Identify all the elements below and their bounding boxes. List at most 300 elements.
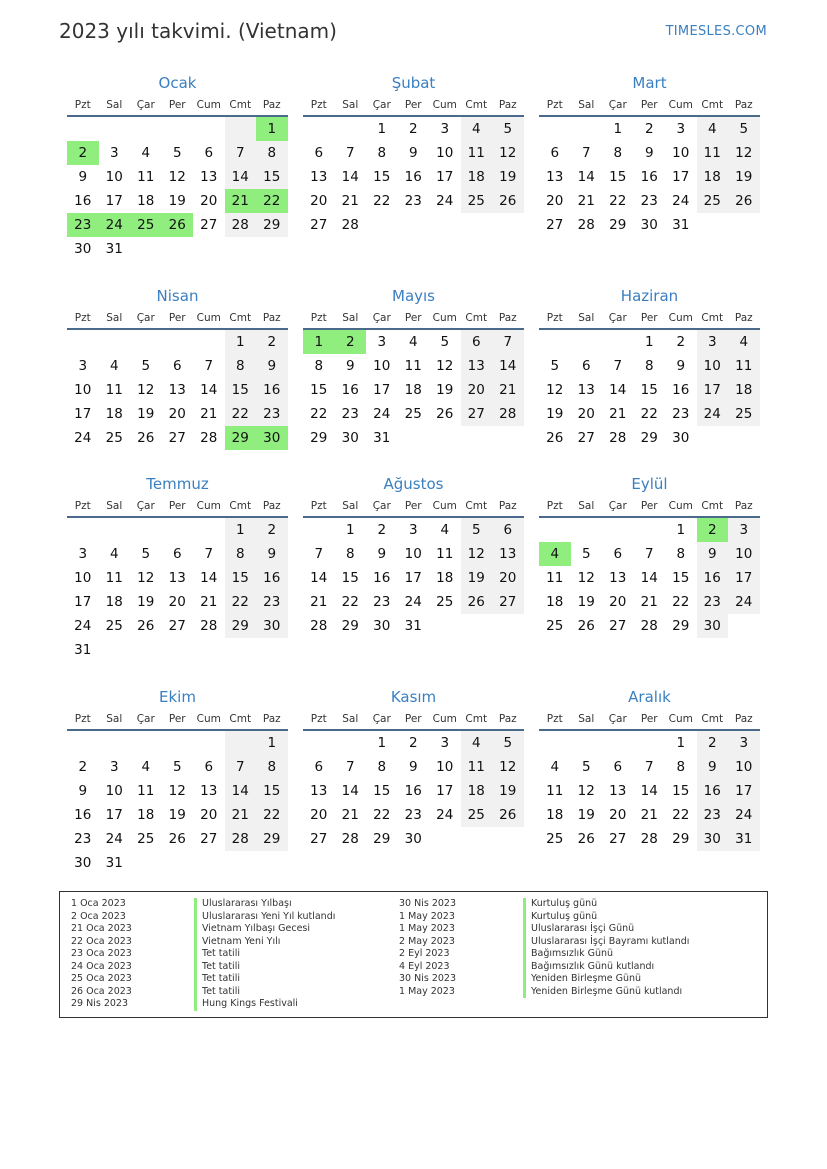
day-cell: 1 — [225, 518, 257, 542]
day-cell: 7 — [345, 759, 355, 775]
day-cell: 25 — [697, 189, 729, 213]
day-cell: 22 — [373, 193, 391, 209]
empty-cell — [303, 117, 335, 141]
day-cell: 11 — [105, 382, 123, 398]
day-cell: 2 — [676, 334, 686, 350]
day-cell: 24 — [728, 590, 760, 614]
weekday-label: Çar — [608, 312, 627, 324]
day-cell: 25 — [546, 831, 564, 847]
day-cell: 24 — [74, 618, 92, 634]
empty-cell — [225, 731, 257, 755]
day-cell: 28 — [200, 430, 218, 446]
day-cell: 7 — [314, 546, 324, 562]
day-cell: 16 — [256, 566, 288, 590]
day-cell: 29 — [256, 213, 288, 237]
weekday-label: Cmt — [229, 312, 252, 324]
day-cell: 13 — [609, 783, 627, 799]
day-cell: 22 — [609, 193, 627, 209]
day-cell: 14 — [310, 570, 328, 586]
weekday-label: Paz — [498, 500, 517, 512]
day-grid — [303, 330, 524, 450]
weekday-label: Cum — [668, 312, 693, 324]
weekday-header — [303, 496, 524, 518]
holiday-day-cell: 2 — [335, 330, 367, 354]
weekday-label: Sal — [106, 99, 123, 111]
weekday-header — [539, 709, 760, 731]
weekday-label: Cum — [196, 713, 221, 725]
day-cell: 21 — [225, 803, 257, 827]
month-name: Aralık — [628, 688, 671, 706]
day-cell: 7 — [613, 358, 623, 374]
day-cell: 18 — [137, 807, 155, 823]
month-8 — [303, 472, 524, 638]
day-cell: 31 — [74, 642, 92, 658]
day-cell: 31 — [105, 241, 123, 257]
day-cell: 12 — [436, 358, 454, 374]
day-cell: 11 — [404, 358, 422, 374]
day-cell: 14 — [225, 165, 257, 189]
day-cell: 20 — [609, 807, 627, 823]
day-cell: 17 — [105, 807, 123, 823]
weekday-label: Çar — [372, 312, 391, 324]
day-cell: 21 — [640, 807, 658, 823]
day-cell: 3 — [78, 546, 88, 562]
day-cell: 24 — [74, 430, 92, 446]
day-cell: 11 — [137, 783, 155, 799]
day-grid — [539, 518, 760, 638]
holiday-legend — [59, 891, 768, 1018]
day-cell: 2 — [377, 522, 387, 538]
empty-cell — [602, 731, 634, 755]
day-cell: 15 — [310, 382, 328, 398]
day-cell: 6 — [172, 358, 182, 374]
day-cell: 17 — [74, 406, 92, 422]
legend-holiday-name: Kurtuluş günü — [523, 911, 689, 924]
day-cell: 14 — [577, 169, 595, 185]
day-cell: 26 — [137, 430, 155, 446]
weekday-header — [303, 709, 524, 731]
weekday-label: Cmt — [465, 713, 488, 725]
day-cell: 20 — [546, 193, 564, 209]
day-cell: 27 — [310, 831, 328, 847]
empty-cell — [130, 731, 162, 755]
weekday-header — [539, 95, 760, 117]
day-cell: 25 — [105, 430, 123, 446]
day-cell: 13 — [310, 169, 328, 185]
day-cell: 13 — [546, 169, 564, 185]
empty-cell — [335, 117, 367, 141]
weekday-label: Pzt — [74, 99, 91, 111]
empty-cell — [99, 731, 131, 755]
day-grid — [539, 117, 760, 237]
weekday-label: Paz — [734, 500, 753, 512]
day-cell: 8 — [613, 145, 623, 161]
day-cell: 9 — [676, 358, 686, 374]
legend-dates-right — [399, 898, 456, 998]
day-cell: 4 — [141, 759, 151, 775]
day-cell: 22 — [310, 406, 328, 422]
weekday-label: Cum — [432, 312, 457, 324]
empty-cell — [193, 117, 225, 141]
weekday-label: Sal — [342, 99, 359, 111]
day-cell: 21 — [609, 406, 627, 422]
weekday-header — [303, 308, 524, 330]
day-cell: 30 — [74, 241, 92, 257]
weekday-label: Cmt — [465, 312, 488, 324]
day-cell: 14 — [640, 783, 658, 799]
day-cell: 3 — [440, 735, 450, 751]
legend-holiday-name: Tet tatili — [194, 948, 335, 961]
day-cell: 10 — [74, 382, 92, 398]
month-4 — [67, 284, 288, 450]
day-cell: 26 — [461, 590, 493, 614]
day-cell: 15 — [672, 570, 690, 586]
day-cell: 7 — [204, 358, 214, 374]
day-cell: 4 — [697, 117, 729, 141]
day-cell: 23 — [697, 803, 729, 827]
empty-cell — [634, 731, 666, 755]
weekday-label: Cmt — [229, 713, 252, 725]
weekday-label: Sal — [578, 99, 595, 111]
weekday-label: Çar — [136, 500, 155, 512]
weekday-label: Sal — [342, 500, 359, 512]
day-cell: 2 — [78, 759, 88, 775]
day-cell: 25 — [461, 189, 493, 213]
month-name: Ekim — [159, 688, 196, 706]
day-cell: 18 — [461, 779, 493, 803]
weekday-label: Sal — [342, 713, 359, 725]
day-cell: 25 — [546, 618, 564, 634]
day-cell: 18 — [436, 570, 454, 586]
holiday-day-cell: 25 — [130, 213, 162, 237]
day-cell: 11 — [461, 141, 493, 165]
day-cell: 30 — [672, 430, 690, 446]
day-cell: 8 — [256, 755, 288, 779]
day-cell: 19 — [492, 779, 524, 803]
weekday-label: Paz — [262, 500, 281, 512]
month-2 — [303, 71, 524, 237]
legend-date: 30 Nis 2023 — [399, 898, 456, 909]
day-cell: 31 — [105, 855, 123, 871]
empty-cell — [67, 731, 99, 755]
empty-cell — [193, 518, 225, 542]
day-cell: 27 — [200, 831, 218, 847]
empty-cell — [335, 731, 367, 755]
holiday-day-cell: 24 — [99, 213, 131, 237]
day-cell: 12 — [168, 783, 186, 799]
brand-link[interactable]: TIMESLES.COM — [665, 24, 767, 39]
legend-holiday-name: Bağımsızlık Günü kutlandı — [523, 961, 689, 974]
weekday-label: Cum — [668, 713, 693, 725]
day-cell: 22 — [341, 594, 359, 610]
day-cell: 28 — [225, 213, 257, 237]
holiday-day-cell: 2 — [697, 518, 729, 542]
weekday-header — [67, 95, 288, 117]
day-cell: 27 — [168, 618, 186, 634]
day-cell: 11 — [728, 354, 760, 378]
day-cell: 2 — [697, 731, 729, 755]
day-cell: 4 — [440, 522, 450, 538]
holiday-day-cell: 2 — [67, 141, 99, 165]
month-name: Mart — [632, 74, 667, 92]
day-cell: 15 — [609, 169, 627, 185]
day-cell: 13 — [168, 570, 186, 586]
day-cell: 8 — [676, 759, 686, 775]
weekday-label: Pzt — [546, 312, 563, 324]
day-cell: 29 — [672, 831, 690, 847]
day-cell: 19 — [577, 594, 595, 610]
legend-holiday-name: Uluslararası Yılbaşı — [194, 898, 335, 911]
weekday-label: Per — [640, 312, 658, 324]
day-cell: 22 — [225, 590, 257, 614]
day-cell: 1 — [377, 121, 387, 137]
day-cell: 25 — [404, 406, 422, 422]
day-cell: 21 — [341, 193, 359, 209]
weekday-label: Per — [168, 99, 186, 111]
day-cell: 8 — [314, 358, 324, 374]
month-6 — [539, 284, 760, 450]
day-cell: 31 — [404, 618, 422, 634]
weekday-label: Paz — [498, 713, 517, 725]
empty-cell — [130, 330, 162, 354]
weekday-label: Sal — [578, 713, 595, 725]
day-cell: 10 — [436, 759, 454, 775]
day-cell: 13 — [168, 382, 186, 398]
legend-holiday-name: Vietnam Yılbaşı Gecesi — [194, 923, 335, 936]
day-cell: 29 — [225, 614, 257, 638]
day-cell: 3 — [440, 121, 450, 137]
day-cell: 15 — [373, 783, 391, 799]
day-cell: 7 — [581, 145, 591, 161]
legend-date: 25 Oca 2023 — [71, 973, 132, 984]
weekday-label: Cmt — [701, 312, 724, 324]
day-cell: 20 — [168, 594, 186, 610]
day-cell: 11 — [546, 783, 564, 799]
day-cell: 9 — [345, 358, 355, 374]
day-cell: 6 — [314, 145, 324, 161]
day-cell: 16 — [404, 783, 422, 799]
weekday-label: Paz — [262, 312, 281, 324]
day-cell: 7 — [644, 759, 654, 775]
day-cell: 27 — [492, 590, 524, 614]
day-cell: 26 — [492, 189, 524, 213]
month-9 — [539, 472, 760, 638]
day-cell: 16 — [74, 807, 92, 823]
day-cell: 21 — [200, 594, 218, 610]
empty-cell — [162, 330, 194, 354]
day-cell: 15 — [640, 382, 658, 398]
day-cell: 10 — [672, 145, 690, 161]
weekday-label: Çar — [608, 500, 627, 512]
day-cell: 14 — [640, 570, 658, 586]
day-cell: 4 — [408, 334, 418, 350]
weekday-label: Cmt — [465, 500, 488, 512]
month-name: Şubat — [391, 74, 436, 92]
weekday-label: Per — [404, 312, 422, 324]
day-cell: 10 — [404, 546, 422, 562]
day-cell: 29 — [672, 618, 690, 634]
weekday-label: Pzt — [74, 500, 91, 512]
empty-cell — [99, 518, 131, 542]
weekday-label: Çar — [136, 99, 155, 111]
weekday-label: Per — [404, 500, 422, 512]
day-cell: 4 — [461, 117, 493, 141]
weekday-label: Per — [404, 713, 422, 725]
day-cell: 31 — [728, 827, 760, 851]
day-cell: 16 — [256, 378, 288, 402]
day-cell: 23 — [404, 807, 422, 823]
day-cell: 18 — [728, 378, 760, 402]
day-cell: 19 — [728, 165, 760, 189]
day-cell: 6 — [613, 546, 623, 562]
month-name: Eylül — [631, 475, 668, 493]
day-cell: 26 — [577, 618, 595, 634]
day-cell: 24 — [436, 193, 454, 209]
legend-holiday-name: Hung Kings Festivali — [194, 998, 335, 1011]
legend-names-left — [194, 898, 335, 1011]
day-cell: 22 — [373, 807, 391, 823]
day-cell: 30 — [697, 827, 729, 851]
day-cell: 11 — [461, 755, 493, 779]
empty-cell — [67, 518, 99, 542]
day-cell: 13 — [200, 169, 218, 185]
legend-holiday-name: Tet tatili — [194, 973, 335, 986]
day-cell: 16 — [74, 193, 92, 209]
day-cell: 7 — [492, 330, 524, 354]
day-cell: 20 — [492, 566, 524, 590]
day-cell: 20 — [310, 193, 328, 209]
empty-cell — [539, 731, 571, 755]
day-cell: 28 — [640, 831, 658, 847]
day-cell: 3 — [78, 358, 88, 374]
day-cell: 27 — [546, 217, 564, 233]
holiday-day-cell: 26 — [162, 213, 194, 237]
day-cell: 19 — [461, 566, 493, 590]
day-cell: 9 — [644, 145, 654, 161]
day-cell: 1 — [676, 735, 686, 751]
day-cell: 5 — [461, 518, 493, 542]
day-cell: 4 — [550, 759, 560, 775]
day-cell: 28 — [341, 831, 359, 847]
day-cell: 23 — [404, 193, 422, 209]
day-cell: 25 — [105, 618, 123, 634]
day-cell: 23 — [256, 402, 288, 426]
weekday-label: Çar — [136, 713, 155, 725]
day-cell: 5 — [141, 358, 151, 374]
day-cell: 29 — [341, 618, 359, 634]
day-cell: 12 — [137, 570, 155, 586]
weekday-label: Pzt — [546, 99, 563, 111]
day-grid — [67, 518, 288, 662]
day-cell: 24 — [672, 193, 690, 209]
day-cell: 2 — [408, 735, 418, 751]
day-cell: 13 — [609, 570, 627, 586]
weekday-label: Cum — [196, 312, 221, 324]
empty-cell — [193, 330, 225, 354]
weekday-label: Paz — [498, 312, 517, 324]
day-cell: 22 — [672, 594, 690, 610]
day-cell: 1 — [225, 330, 257, 354]
weekday-label: Paz — [734, 713, 753, 725]
weekday-label: Pzt — [310, 99, 327, 111]
empty-cell — [193, 731, 225, 755]
day-cell: 3 — [728, 518, 760, 542]
day-cell: 17 — [404, 570, 422, 586]
day-cell: 23 — [373, 594, 391, 610]
weekday-label: Pzt — [310, 500, 327, 512]
holiday-day-cell: 4 — [539, 542, 571, 566]
empty-cell — [67, 117, 99, 141]
day-cell: 16 — [373, 570, 391, 586]
day-cell: 5 — [581, 759, 591, 775]
legend-holiday-name: Uluslararası Yeni Yıl kutlandı — [194, 911, 335, 924]
day-cell: 16 — [697, 779, 729, 803]
weekday-label: Per — [640, 713, 658, 725]
day-cell: 20 — [200, 193, 218, 209]
day-cell: 26 — [728, 189, 760, 213]
day-cell: 26 — [577, 831, 595, 847]
day-cell: 18 — [137, 193, 155, 209]
weekday-label: Pzt — [74, 312, 91, 324]
day-cell: 9 — [377, 546, 387, 562]
day-cell: 18 — [404, 382, 422, 398]
day-cell: 20 — [609, 594, 627, 610]
day-cell: 5 — [440, 334, 450, 350]
day-cell: 10 — [74, 570, 92, 586]
day-cell: 6 — [492, 518, 524, 542]
weekday-label: Sal — [578, 312, 595, 324]
day-cell: 6 — [172, 546, 182, 562]
day-cell: 16 — [672, 382, 690, 398]
day-cell: 6 — [461, 330, 493, 354]
day-cell: 24 — [728, 803, 760, 827]
weekday-label: Cmt — [229, 500, 252, 512]
day-cell: 21 — [341, 807, 359, 823]
weekday-label: Cum — [668, 99, 693, 111]
day-cell: 15 — [373, 169, 391, 185]
legend-holiday-name: Bağımsızlık Günü — [523, 948, 689, 961]
day-cell: 16 — [341, 382, 359, 398]
day-cell: 27 — [310, 217, 328, 233]
day-cell: 16 — [697, 566, 729, 590]
day-cell: 6 — [204, 145, 214, 161]
day-cell: 2 — [256, 518, 288, 542]
day-cell: 7 — [225, 141, 257, 165]
day-cell: 11 — [546, 570, 564, 586]
day-cell: 12 — [168, 169, 186, 185]
day-cell: 28 — [577, 217, 595, 233]
day-cell: 29 — [373, 831, 391, 847]
day-cell: 30 — [373, 618, 391, 634]
month-name: Ağustos — [383, 475, 444, 493]
day-grid — [67, 330, 288, 450]
legend-holiday-name: Vietnam Yeni Yılı — [194, 936, 335, 949]
day-cell: 6 — [204, 759, 214, 775]
day-cell: 9 — [78, 169, 88, 185]
day-cell: 1 — [676, 522, 686, 538]
day-cell: 30 — [640, 217, 658, 233]
weekday-label: Cum — [196, 99, 221, 111]
legend-holiday-name: Yeniden Birleşme Günü kutlandı — [523, 986, 689, 999]
day-cell: 29 — [609, 217, 627, 233]
month-name: Ocak — [158, 74, 197, 92]
weekday-label: Paz — [262, 99, 281, 111]
weekday-label: Per — [168, 500, 186, 512]
weekday-label: Per — [640, 99, 658, 111]
empty-cell — [162, 731, 194, 755]
empty-cell — [571, 518, 603, 542]
day-cell: 1 — [613, 121, 623, 137]
